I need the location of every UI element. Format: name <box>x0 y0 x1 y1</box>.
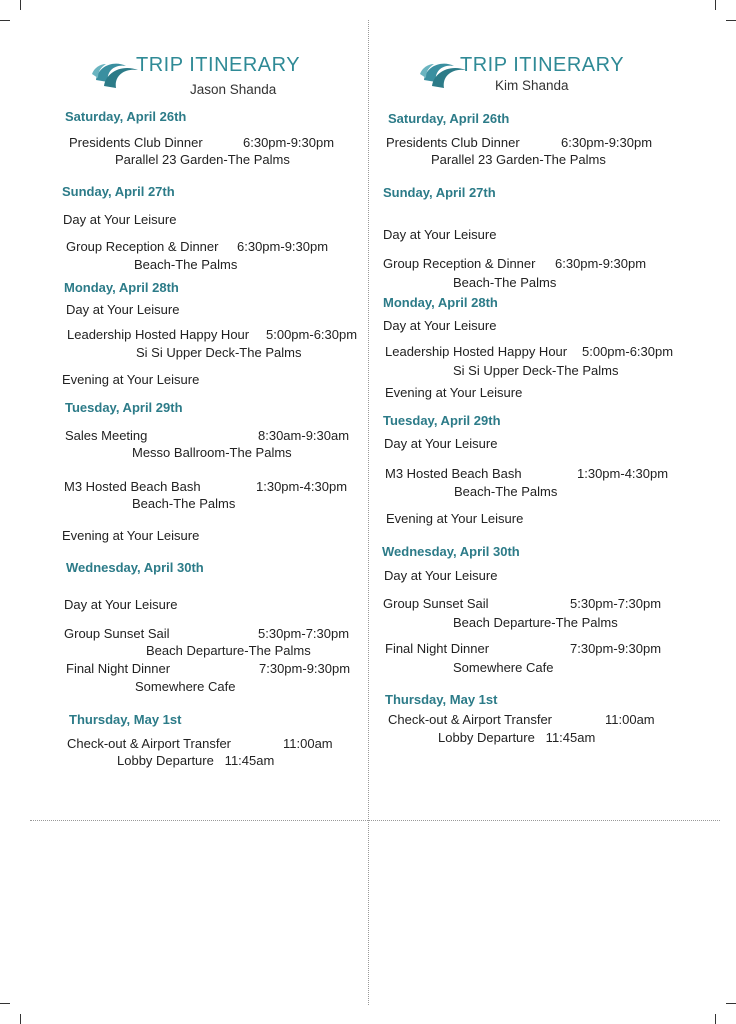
traveler-name: Kim Shanda <box>495 78 569 93</box>
event-title: Check-out & Airport Transfer <box>67 736 232 751</box>
event-title: Day at Your Leisure <box>63 212 177 227</box>
event-time: 1:30pm-4:30pm <box>256 479 348 494</box>
fold-line-vertical <box>368 20 369 1005</box>
event-location: Parallel 23 Garden-The Palms <box>115 152 290 167</box>
crop-mark <box>20 0 21 10</box>
event-title: Presidents Club Dinner <box>69 135 203 150</box>
wave-icon <box>92 54 142 92</box>
day-heading: Monday, April 28th <box>383 295 498 310</box>
crop-mark <box>715 1014 716 1024</box>
event-title: Day at Your Leisure <box>64 597 178 612</box>
day-heading: Sunday, April 27th <box>383 185 496 200</box>
event-time: 5:00pm-6:30pm <box>582 344 674 359</box>
traveler-name: Jason Shanda <box>190 82 277 97</box>
day-heading: Wednesday, April 30th <box>66 560 204 575</box>
event-time: 6:30pm-9:30pm <box>555 256 647 271</box>
day-heading: Saturday, April 26th <box>388 111 510 126</box>
event-title: Day at Your Leisure <box>66 302 180 317</box>
event-time: 6:30pm-9:30pm <box>561 135 653 150</box>
event-title: M3 Hosted Beach Bash <box>64 479 201 494</box>
event-title: Check-out & Airport Transfer <box>388 712 553 727</box>
event-time: 5:30pm-7:30pm <box>258 626 350 641</box>
event-location: Beach-The Palms <box>132 496 236 511</box>
event-time: 6:30pm-9:30pm <box>237 239 329 254</box>
crop-mark <box>0 20 10 21</box>
event-title: Sales Meeting <box>65 428 148 443</box>
day-heading: Saturday, April 26th <box>65 109 187 124</box>
event-title: Day at Your Leisure <box>383 227 497 242</box>
event-location: Lobby Departure 11:45am <box>438 730 596 745</box>
event-title: Group Reception & Dinner <box>383 256 536 271</box>
event-title: M3 Hosted Beach Bash <box>385 466 522 481</box>
crop-mark <box>726 20 736 21</box>
event-location: Beach Departure-The Palms <box>146 643 311 658</box>
event-time: 7:30pm-9:30pm <box>570 641 662 656</box>
event-time: 1:30pm-4:30pm <box>577 466 669 481</box>
event-title: Final Night Dinner <box>385 641 490 656</box>
event-location: Beach-The Palms <box>453 275 557 290</box>
event-title: Group Sunset Sail <box>64 626 170 641</box>
event-location: Beach-The Palms <box>134 257 238 272</box>
event-location: Messo Ballroom-The Palms <box>132 445 292 460</box>
day-heading: Thursday, May 1st <box>385 692 498 707</box>
event-title: Group Sunset Sail <box>383 596 489 611</box>
event-location: Beach-The Palms <box>454 484 558 499</box>
event-location: Beach Departure-The Palms <box>453 615 618 630</box>
event-location: Si Si Upper Deck-The Palms <box>136 345 302 360</box>
event-location: Somewhere Cafe <box>453 660 554 675</box>
event-time: 11:00am <box>605 712 655 727</box>
trip-itinerary-title: TRIP ITINERARY <box>460 54 625 76</box>
event-title: Evening at Your Leisure <box>62 528 200 543</box>
trip-itinerary-title: TRIP ITINERARY <box>136 54 301 76</box>
event-location: Somewhere Cafe <box>135 679 236 694</box>
fold-line-horizontal <box>30 820 720 821</box>
event-time: 11:00am <box>283 736 333 751</box>
crop-mark <box>20 1014 21 1024</box>
event-location: Parallel 23 Garden-The Palms <box>431 152 606 167</box>
event-time: 7:30pm-9:30pm <box>259 661 351 676</box>
event-title: Presidents Club Dinner <box>386 135 520 150</box>
event-location: Lobby Departure 11:45am <box>117 753 275 768</box>
day-heading: Thursday, May 1st <box>69 712 182 727</box>
event-time: 5:30pm-7:30pm <box>570 596 662 611</box>
crop-mark <box>715 0 716 10</box>
event-title: Evening at Your Leisure <box>62 372 200 387</box>
event-title: Day at Your Leisure <box>383 318 497 333</box>
event-title: Day at Your Leisure <box>384 568 498 583</box>
event-time: 6:30pm-9:30pm <box>243 135 335 150</box>
day-heading: Monday, April 28th <box>64 280 179 295</box>
event-title: Leadership Hosted Happy Hour <box>67 327 250 342</box>
event-time: 8:30am-9:30am <box>258 428 350 443</box>
event-title: Group Reception & Dinner <box>66 239 219 254</box>
event-title: Final Night Dinner <box>66 661 171 676</box>
event-title: Evening at Your Leisure <box>386 511 524 526</box>
day-heading: Tuesday, April 29th <box>383 413 501 428</box>
crop-mark <box>0 1003 10 1004</box>
event-title: Leadership Hosted Happy Hour <box>385 344 568 359</box>
event-title: Day at Your Leisure <box>384 436 498 451</box>
day-heading: Tuesday, April 29th <box>65 400 183 415</box>
event-title: Evening at Your Leisure <box>385 385 523 400</box>
event-time: 5:00pm-6:30pm <box>266 327 358 342</box>
crop-mark <box>726 1003 736 1004</box>
day-heading: Wednesday, April 30th <box>382 544 520 559</box>
day-heading: Sunday, April 27th <box>62 184 175 199</box>
event-location: Si Si Upper Deck-The Palms <box>453 363 619 378</box>
